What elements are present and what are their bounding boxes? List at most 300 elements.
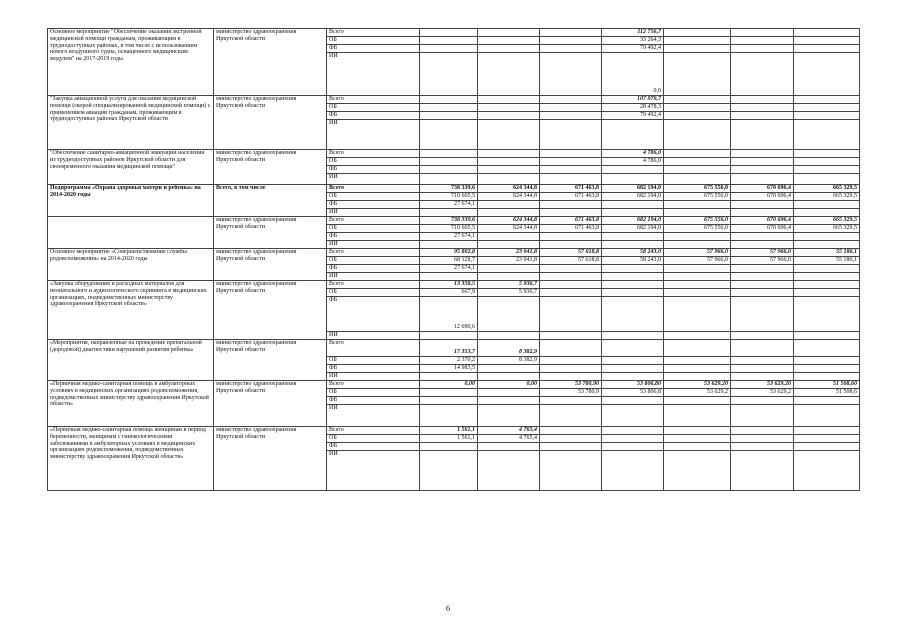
amount-cell-year-6 bbox=[731, 45, 794, 53]
amount-cell-year-7: 665 329,5 bbox=[794, 225, 860, 233]
funding-source: ОБ bbox=[327, 193, 420, 201]
executor-name: министерство здравоохранения Иркутской области bbox=[214, 96, 327, 150]
amount-cell-year-2: 0,00 bbox=[478, 381, 540, 389]
amount-cell-year-6 bbox=[731, 340, 794, 357]
amount-cell-year-2 bbox=[478, 297, 540, 332]
amount-cell-year-7: 55 186,1 bbox=[794, 257, 860, 265]
amount-cell-year-7 bbox=[794, 427, 860, 435]
amount-cell-year-3 bbox=[540, 289, 602, 297]
executor-name: министерство здравоохранения Иркутской области bbox=[214, 381, 327, 427]
amount-cell-year-5: 675 556,0 bbox=[664, 193, 731, 201]
funding-source: ОБ bbox=[327, 225, 420, 233]
amount-cell-year-3: 671 463,8 bbox=[540, 193, 602, 201]
amount-cell-year-3 bbox=[540, 166, 602, 174]
funding-source: ФБ bbox=[327, 45, 420, 53]
amount-cell-year-2: 624 344,8 bbox=[478, 193, 540, 201]
amount-cell-year-1 bbox=[420, 405, 478, 427]
amount-cell-year-6 bbox=[731, 233, 794, 241]
amount-cell-year-2 bbox=[478, 365, 540, 373]
amount-cell-year-5 bbox=[664, 373, 731, 381]
amount-cell-year-1 bbox=[420, 443, 478, 451]
amount-cell-year-2 bbox=[478, 112, 540, 120]
amount-cell-year-2: 8 382,9 bbox=[478, 357, 540, 365]
amount-cell-year-5 bbox=[664, 443, 731, 451]
amount-cell-year-5 bbox=[664, 281, 731, 289]
amount-cell-year-4: 79 492,4 bbox=[602, 112, 664, 120]
amount-cell-year-1: 738 339,6 bbox=[420, 185, 478, 193]
funding-source: ФБ bbox=[327, 443, 420, 451]
amount-cell-year-4 bbox=[602, 174, 664, 185]
amount-cell-year-5: 53 629,20 bbox=[664, 381, 731, 389]
amount-cell-year-1: 1 561,1 bbox=[420, 435, 478, 443]
amount-cell-year-6 bbox=[731, 427, 794, 435]
amount-cell-year-7: 665 329,5 bbox=[794, 217, 860, 225]
funding-source: ФБ bbox=[327, 166, 420, 174]
amount-cell-year-5 bbox=[664, 297, 731, 332]
amount-cell-year-6 bbox=[731, 120, 794, 150]
amount-cell-year-7 bbox=[794, 443, 860, 451]
amount-cell-year-6 bbox=[731, 209, 794, 217]
amount-cell-year-7 bbox=[794, 289, 860, 297]
amount-cell-year-5 bbox=[664, 53, 731, 96]
amount-cell-year-5 bbox=[664, 45, 731, 53]
amount-cell-year-6 bbox=[731, 265, 794, 273]
funding-source: ИИ bbox=[327, 273, 420, 281]
measure-name: Подпрограмма «Охрана здоровья матери и ребенка» на 2014-2020 годы bbox=[48, 185, 214, 217]
amount-cell-year-1: 68 128,7 bbox=[420, 257, 478, 265]
amount-cell-year-3 bbox=[540, 357, 602, 365]
amount-cell-year-6 bbox=[731, 373, 794, 381]
amount-cell-year-1 bbox=[420, 389, 478, 397]
funding-source: Всего bbox=[327, 281, 420, 289]
amount-cell-year-7 bbox=[794, 150, 860, 158]
funding-source: ОБ bbox=[327, 37, 420, 45]
amount-cell-year-7 bbox=[794, 281, 860, 289]
amount-cell-year-3 bbox=[540, 174, 602, 185]
amount-cell-year-6 bbox=[731, 29, 794, 37]
amount-cell-year-3: 671 463,8 bbox=[540, 217, 602, 225]
table-row bbox=[48, 249, 860, 257]
funding-source: Всего bbox=[327, 217, 420, 225]
measure-name bbox=[48, 217, 214, 249]
executor-name: министерство здравоохранения Иркутской области bbox=[214, 281, 327, 340]
amount-cell-year-2 bbox=[478, 150, 540, 158]
amount-cell-year-1 bbox=[420, 397, 478, 405]
amount-cell-year-6: 53 629,20 bbox=[731, 381, 794, 389]
executor-name: министерство здравоохранения Иркутской области bbox=[214, 427, 327, 491]
amount-cell-year-1 bbox=[420, 150, 478, 158]
amount-cell-year-1: 27 674,1 bbox=[420, 233, 478, 241]
amount-cell-year-4 bbox=[602, 201, 664, 209]
amount-cell-year-4 bbox=[602, 365, 664, 373]
page-number: 6 bbox=[446, 604, 450, 613]
amount-cell-year-4: 682 194,0 bbox=[602, 225, 664, 233]
table-row bbox=[48, 185, 860, 193]
amount-cell-year-3 bbox=[540, 397, 602, 405]
amount-cell-year-5: 57 966,0 bbox=[664, 257, 731, 265]
amount-cell-year-3 bbox=[540, 104, 602, 112]
amount-cell-year-3: 671 463,8 bbox=[540, 185, 602, 193]
table-row bbox=[48, 427, 860, 435]
funding-source: ФБ bbox=[327, 397, 420, 405]
amount-cell-year-3 bbox=[540, 201, 602, 209]
amount-cell-year-4: 4 786,0 bbox=[602, 150, 664, 158]
measure-name: «Первичная медико-санитарная помощь женщинам в период беременности, женщинам с гинекологическими заболеваниями в амбулаторных условиях в медицинских организациях родовспоможения, подведомственных министерству здравоохранения Иркутской области» bbox=[48, 427, 214, 491]
amount-cell-year-1 bbox=[420, 451, 478, 491]
amount-cell-year-3 bbox=[540, 233, 602, 241]
funding-source: ОБ bbox=[327, 389, 420, 397]
amount-cell-year-5: 675 556,0 bbox=[664, 225, 731, 233]
funding-source: ФБ bbox=[327, 365, 420, 373]
amount-cell-year-3 bbox=[540, 112, 602, 120]
funding-source: ФБ bbox=[327, 297, 420, 332]
amount-cell-year-2: 624 344,8 bbox=[478, 225, 540, 233]
amount-cell-year-6 bbox=[731, 365, 794, 373]
funding-source: Всего bbox=[327, 427, 420, 435]
funding-source: ИИ bbox=[327, 332, 420, 340]
amount-cell-year-2 bbox=[478, 241, 540, 249]
funding-source: ИИ bbox=[327, 209, 420, 217]
amount-cell-year-4 bbox=[602, 209, 664, 217]
amount-cell-year-1: 0,00 bbox=[420, 381, 478, 389]
amount-cell-year-7 bbox=[794, 332, 860, 340]
funding-source: Всего bbox=[327, 185, 420, 193]
amount-cell-year-5 bbox=[664, 233, 731, 241]
amount-cell-year-2: 8 382,9 bbox=[478, 340, 540, 357]
measure-name: "Обеспечение санитарно-авиационной эвакуации населения из труднодоступных районов Иркутской области для своевременного оказания медицинской помощи" bbox=[48, 150, 214, 185]
amount-cell-year-5 bbox=[664, 120, 731, 150]
amount-cell-year-3 bbox=[540, 241, 602, 249]
table-row bbox=[48, 29, 860, 37]
amount-cell-year-3 bbox=[540, 150, 602, 158]
amount-cell-year-4 bbox=[602, 281, 664, 289]
amount-cell-year-3 bbox=[540, 297, 602, 332]
amount-cell-year-6 bbox=[731, 104, 794, 112]
amount-cell-year-3: 53 780,9 bbox=[540, 389, 602, 397]
amount-cell-year-6: 670 696,4 bbox=[731, 225, 794, 233]
amount-cell-year-3: 53 780,90 bbox=[540, 381, 602, 389]
measure-name: «Первичная медико-санитарная помощь в амбулаторных условиях в медицинских организациях родовспоможения, подведомственных министерству здравоохранения Иркутской области» bbox=[48, 381, 214, 427]
amount-cell-year-3 bbox=[540, 120, 602, 150]
amount-cell-year-2 bbox=[478, 201, 540, 209]
amount-cell-year-1: 667,9 bbox=[420, 289, 478, 297]
amount-cell-year-7 bbox=[794, 233, 860, 241]
amount-cell-year-3 bbox=[540, 37, 602, 45]
amount-cell-year-7 bbox=[794, 112, 860, 120]
amount-cell-year-5 bbox=[664, 332, 731, 340]
amount-cell-year-1: 710 665,5 bbox=[420, 225, 478, 233]
executor-name: министерство здравоохранения Иркутской области bbox=[214, 150, 327, 185]
funding-source: ИИ bbox=[327, 120, 420, 150]
amount-cell-year-1: 14 983,5 bbox=[420, 365, 478, 373]
amount-cell-year-2: 23 041,8 bbox=[478, 257, 540, 265]
amount-cell-year-1: 17 353,7 bbox=[420, 340, 478, 357]
table-row bbox=[48, 340, 860, 357]
amount-cell-year-6 bbox=[731, 112, 794, 120]
amount-cell-year-3 bbox=[540, 53, 602, 96]
amount-cell-year-4: 79 492,4 bbox=[602, 45, 664, 53]
amount-cell-year-1 bbox=[420, 166, 478, 174]
amount-cell-year-6 bbox=[731, 174, 794, 185]
amount-cell-year-5 bbox=[664, 112, 731, 120]
amount-cell-year-6 bbox=[731, 397, 794, 405]
amount-cell-year-5 bbox=[664, 340, 731, 357]
amount-cell-year-4 bbox=[602, 357, 664, 365]
amount-cell-year-5: 675 556,0 bbox=[664, 217, 731, 225]
amount-cell-year-7: 51 508,6 bbox=[794, 389, 860, 397]
amount-cell-year-7 bbox=[794, 53, 860, 96]
amount-cell-year-4 bbox=[602, 373, 664, 381]
amount-cell-year-1 bbox=[420, 120, 478, 150]
amount-cell-year-1: 27 674,1 bbox=[420, 201, 478, 209]
amount-cell-year-4: 112 756,7 bbox=[602, 29, 664, 37]
amount-cell-year-7 bbox=[794, 166, 860, 174]
amount-cell-year-7 bbox=[794, 201, 860, 209]
funding-source: Всего bbox=[327, 249, 420, 257]
amount-cell-year-5 bbox=[664, 96, 731, 104]
amount-cell-year-7 bbox=[794, 373, 860, 381]
amount-cell-year-5 bbox=[664, 289, 731, 297]
amount-cell-year-5 bbox=[664, 37, 731, 45]
amount-cell-year-4 bbox=[602, 340, 664, 357]
amount-cell-year-7 bbox=[794, 435, 860, 443]
amount-cell-year-1 bbox=[420, 96, 478, 104]
amount-cell-year-6 bbox=[731, 241, 794, 249]
funding-source: ИИ bbox=[327, 53, 420, 96]
amount-cell-year-4: 4 786,0 bbox=[602, 158, 664, 166]
amount-cell-year-4 bbox=[602, 241, 664, 249]
amount-cell-year-7 bbox=[794, 405, 860, 427]
amount-cell-year-3 bbox=[540, 265, 602, 273]
amount-cell-year-4: 682 194,0 bbox=[602, 193, 664, 201]
funding-source: ОБ bbox=[327, 357, 420, 365]
amount-cell-year-6: 53 629,2 bbox=[731, 389, 794, 397]
amount-cell-year-2 bbox=[478, 96, 540, 104]
funding-source: ОБ bbox=[327, 257, 420, 265]
amount-cell-year-4 bbox=[602, 427, 664, 435]
table-row bbox=[48, 381, 860, 389]
amount-cell-year-1: 95 802,8 bbox=[420, 249, 478, 257]
amount-cell-year-3: 671 463,8 bbox=[540, 225, 602, 233]
amount-cell-year-7 bbox=[794, 37, 860, 45]
amount-cell-year-2 bbox=[478, 209, 540, 217]
amount-cell-year-4: 58 243,0 bbox=[602, 249, 664, 257]
amount-cell-year-3 bbox=[540, 209, 602, 217]
amount-cell-year-4: 0,0 bbox=[602, 53, 664, 96]
amount-cell-year-2 bbox=[478, 53, 540, 96]
amount-cell-year-2 bbox=[478, 405, 540, 427]
amount-cell-year-2 bbox=[478, 451, 540, 491]
measure-name: Основное мероприятие "Обеспечение оказания экстренной медицинской помощи гражданам, проживающим в труднодоступных районах, в том числе с использованием нового воздушного судна, оснащенного медицинским модулем" на 2017-2019 годы bbox=[48, 29, 214, 96]
amount-cell-year-6 bbox=[731, 443, 794, 451]
amount-cell-year-4: 107 970,7 bbox=[602, 96, 664, 104]
funding-source: Всего bbox=[327, 381, 420, 389]
amount-cell-year-5 bbox=[664, 265, 731, 273]
amount-cell-year-7: 665 329,5 bbox=[794, 185, 860, 193]
amount-cell-year-7 bbox=[794, 397, 860, 405]
amount-cell-year-4: 53 806,80 bbox=[602, 381, 664, 389]
amount-cell-year-3 bbox=[540, 273, 602, 281]
amount-cell-year-5 bbox=[664, 357, 731, 365]
amount-cell-year-3 bbox=[540, 332, 602, 340]
amount-cell-year-4: 28 478,3 bbox=[602, 104, 664, 112]
amount-cell-year-3 bbox=[540, 96, 602, 104]
amount-cell-year-4: 33 264,3 bbox=[602, 37, 664, 45]
amount-cell-year-6 bbox=[731, 166, 794, 174]
amount-cell-year-2: 23 041,8 bbox=[478, 249, 540, 257]
amount-cell-year-5 bbox=[664, 405, 731, 427]
amount-cell-year-7 bbox=[794, 45, 860, 53]
amount-cell-year-1 bbox=[420, 53, 478, 96]
amount-cell-year-5 bbox=[664, 104, 731, 112]
funding-source: ФБ bbox=[327, 201, 420, 209]
funding-source: ФБ bbox=[327, 233, 420, 241]
funding-source: ИИ bbox=[327, 405, 420, 427]
amount-cell-year-3 bbox=[540, 373, 602, 381]
amount-cell-year-2 bbox=[478, 104, 540, 112]
table-row bbox=[48, 217, 860, 225]
amount-cell-year-6 bbox=[731, 201, 794, 209]
amount-cell-year-6 bbox=[731, 405, 794, 427]
amount-cell-year-2: 624 344,8 bbox=[478, 217, 540, 225]
amount-cell-year-5 bbox=[664, 150, 731, 158]
amount-cell-year-1: 710 665,5 bbox=[420, 193, 478, 201]
amount-cell-year-1 bbox=[420, 241, 478, 249]
budget-table bbox=[47, 28, 860, 491]
measure-name: Основное мероприятие «Совершенствование службы родовспоможения» на 2014-2020 годы bbox=[48, 249, 214, 281]
measure-name: «Закупка оборудования и расходных материалов для неонатального и аудиологического скрининга в медицинских организациях, подведомственных министерству здравоохранения Иркутской области» bbox=[48, 281, 214, 340]
amount-cell-year-1: 738 339,6 bbox=[420, 217, 478, 225]
amount-cell-year-3 bbox=[540, 405, 602, 427]
amount-cell-year-7 bbox=[794, 297, 860, 332]
amount-cell-year-5 bbox=[664, 427, 731, 435]
amount-cell-year-7 bbox=[794, 340, 860, 357]
amount-cell-year-5 bbox=[664, 166, 731, 174]
amount-cell-year-6: 670 696,4 bbox=[731, 217, 794, 225]
funding-source: ИИ bbox=[327, 241, 420, 249]
amount-cell-year-7 bbox=[794, 96, 860, 104]
executor-name: министерство здравоохранения Иркутской области bbox=[214, 249, 327, 281]
amount-cell-year-4 bbox=[602, 297, 664, 332]
amount-cell-year-7 bbox=[794, 158, 860, 166]
funding-source: Всего bbox=[327, 150, 420, 158]
amount-cell-year-6: 670 696,4 bbox=[731, 185, 794, 193]
amount-cell-year-1: 1 561,1 bbox=[420, 427, 478, 435]
amount-cell-year-3 bbox=[540, 340, 602, 357]
amount-cell-year-1 bbox=[420, 104, 478, 112]
amount-cell-year-2 bbox=[478, 443, 540, 451]
amount-cell-year-4: 682 194,0 bbox=[602, 185, 664, 193]
amount-cell-year-1 bbox=[420, 112, 478, 120]
amount-cell-year-7 bbox=[794, 174, 860, 185]
amount-cell-year-2 bbox=[478, 265, 540, 273]
amount-cell-year-4 bbox=[602, 265, 664, 273]
amount-cell-year-3 bbox=[540, 29, 602, 37]
amount-cell-year-1 bbox=[420, 45, 478, 53]
amount-cell-year-5 bbox=[664, 397, 731, 405]
amount-cell-year-2 bbox=[478, 373, 540, 381]
amount-cell-year-7: 665 329,5 bbox=[794, 193, 860, 201]
amount-cell-year-4: 53 806,8 bbox=[602, 389, 664, 397]
amount-cell-year-2: 624 344,8 bbox=[478, 185, 540, 193]
funding-source: ОБ bbox=[327, 104, 420, 112]
amount-cell-year-2: 5 936,7 bbox=[478, 281, 540, 289]
amount-cell-year-5 bbox=[664, 241, 731, 249]
funding-source: Всего bbox=[327, 29, 420, 37]
amount-cell-year-2 bbox=[478, 233, 540, 241]
amount-cell-year-6 bbox=[731, 158, 794, 166]
amount-cell-year-7 bbox=[794, 357, 860, 365]
funding-source: Всего bbox=[327, 340, 420, 357]
funding-source: ИИ bbox=[327, 373, 420, 381]
funding-source: ФБ bbox=[327, 265, 420, 273]
amount-cell-year-2 bbox=[478, 273, 540, 281]
measure-name: «Мероприятия, направленные на проведение пренатальной (дородовой) диагностики нарушений развития ребенка» bbox=[48, 340, 214, 381]
amount-cell-year-7 bbox=[794, 451, 860, 491]
amount-cell-year-1 bbox=[420, 29, 478, 37]
executor-name: министерство здравоохранения Иркутской области bbox=[214, 217, 327, 249]
amount-cell-year-1 bbox=[420, 332, 478, 340]
amount-cell-year-4 bbox=[602, 451, 664, 491]
amount-cell-year-4 bbox=[602, 120, 664, 150]
amount-cell-year-5 bbox=[664, 209, 731, 217]
amount-cell-year-5 bbox=[664, 201, 731, 209]
amount-cell-year-4: 58 243,0 bbox=[602, 257, 664, 265]
amount-cell-year-2 bbox=[478, 120, 540, 150]
amount-cell-year-3 bbox=[540, 281, 602, 289]
amount-cell-year-6: 670 696,4 bbox=[731, 193, 794, 201]
amount-cell-year-7 bbox=[794, 120, 860, 150]
amount-cell-year-2 bbox=[478, 29, 540, 37]
amount-cell-year-2: 4 765,4 bbox=[478, 435, 540, 443]
amount-cell-year-4 bbox=[602, 397, 664, 405]
amount-cell-year-5: 57 966,0 bbox=[664, 249, 731, 257]
amount-cell-year-7 bbox=[794, 209, 860, 217]
amount-cell-year-5 bbox=[664, 29, 731, 37]
amount-cell-year-5: 53 629,2 bbox=[664, 389, 731, 397]
executor-name: Всего, в том числе bbox=[214, 185, 327, 217]
amount-cell-year-6: 57 966,0 bbox=[731, 249, 794, 257]
amount-cell-year-6 bbox=[731, 150, 794, 158]
amount-cell-year-1 bbox=[420, 37, 478, 45]
amount-cell-year-4 bbox=[602, 332, 664, 340]
amount-cell-year-6 bbox=[731, 53, 794, 96]
amount-cell-year-2: 4 765,4 bbox=[478, 427, 540, 435]
amount-cell-year-1: 12 690,6 bbox=[420, 297, 478, 332]
amount-cell-year-4: 682 194,0 bbox=[602, 217, 664, 225]
amount-cell-year-3 bbox=[540, 158, 602, 166]
amount-cell-year-6 bbox=[731, 37, 794, 45]
table-row bbox=[48, 281, 860, 289]
amount-cell-year-3 bbox=[540, 451, 602, 491]
amount-cell-year-6: 57 966,0 bbox=[731, 257, 794, 265]
executor-name: министерство здравоохранения Иркутской области bbox=[214, 29, 327, 96]
amount-cell-year-1 bbox=[420, 273, 478, 281]
funding-source: ОБ bbox=[327, 158, 420, 166]
amount-cell-year-1: 2 370,2 bbox=[420, 357, 478, 365]
amount-cell-year-3: 57 618,8 bbox=[540, 249, 602, 257]
amount-cell-year-7 bbox=[794, 241, 860, 249]
funding-source: ОБ bbox=[327, 435, 420, 443]
amount-cell-year-6 bbox=[731, 297, 794, 332]
amount-cell-year-5 bbox=[664, 451, 731, 491]
amount-cell-year-4 bbox=[602, 289, 664, 297]
amount-cell-year-3 bbox=[540, 45, 602, 53]
amount-cell-year-2 bbox=[478, 37, 540, 45]
amount-cell-year-5 bbox=[664, 273, 731, 281]
amount-cell-year-1 bbox=[420, 373, 478, 381]
amount-cell-year-2 bbox=[478, 45, 540, 53]
